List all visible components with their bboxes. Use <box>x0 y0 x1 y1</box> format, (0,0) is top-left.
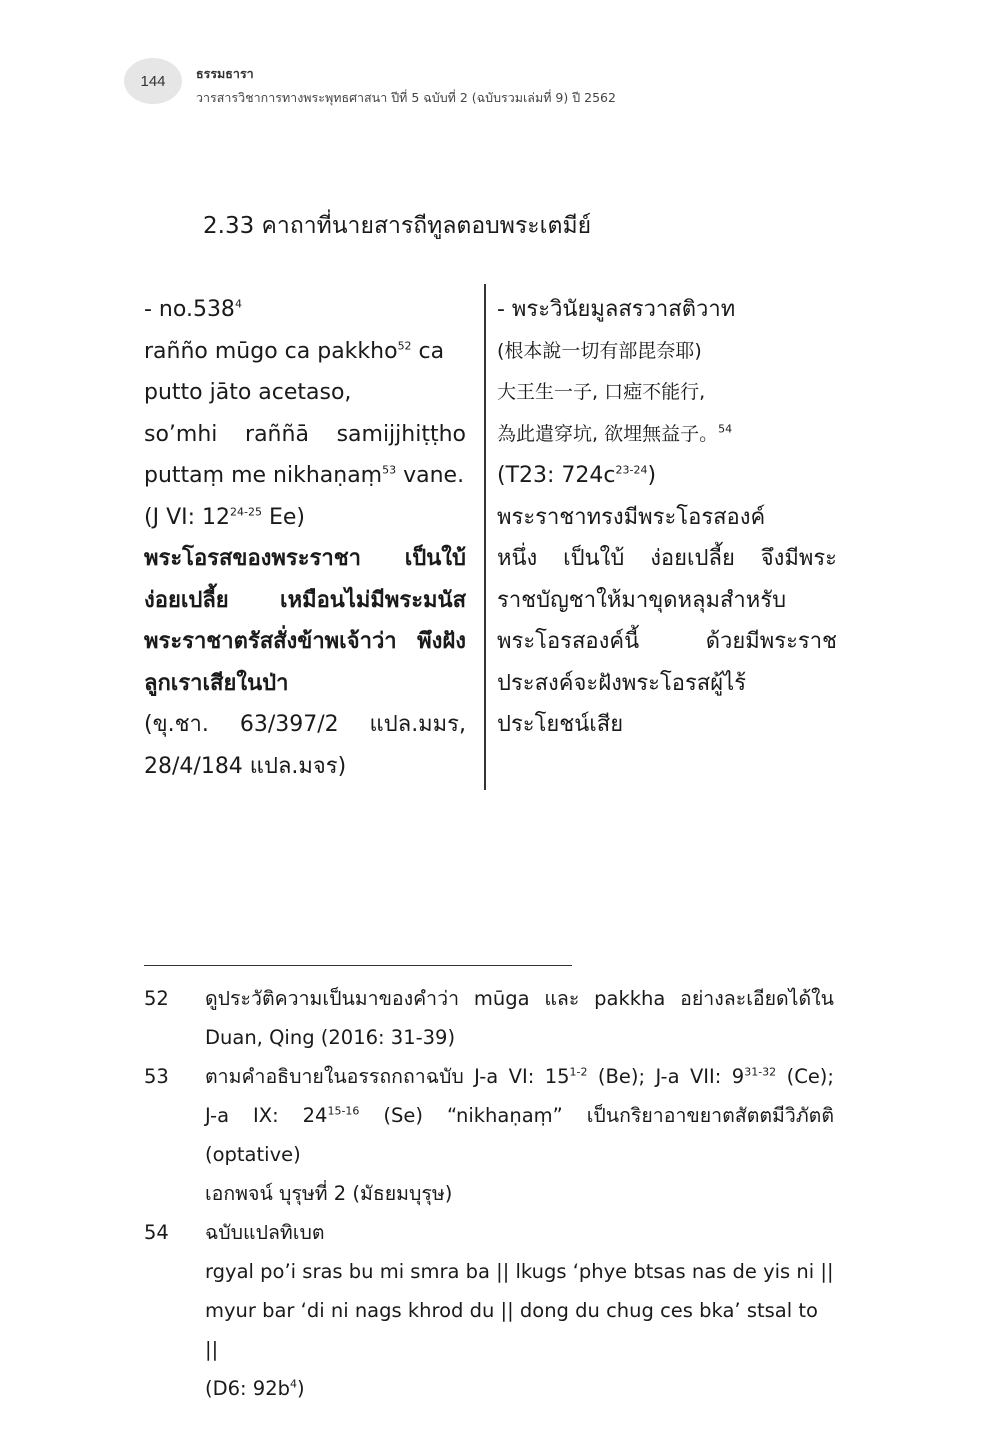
footnote-line: Duan, Qing (2016: 31-39) <box>205 1026 456 1049</box>
text-line: (根本說一切有部毘奈耶) <box>497 339 702 362</box>
footnote-52 <box>144 979 834 1057</box>
page-number-badge <box>124 58 182 104</box>
text-line: (J VI: 12$^{24-25}$ Ee) <box>144 504 305 530</box>
thai-translation-line: พระโอรสของพระราชา เป็นใบ้ <box>144 546 466 571</box>
thai-translation-line: ประโยชน์เสีย <box>497 712 624 737</box>
footnote-line: rgyal po’i sras bu mi smra ba || lkugs ‘phye btsas nas de yis ni || <box>205 1260 834 1283</box>
page-number: 144 <box>140 72 166 90</box>
footnote-line: myur bar ‘di ni nags khrod du || dong du chug ces bka’ stsal to || <box>205 1299 818 1361</box>
footnote-line: ฉบับแปลทิเบต <box>205 1221 325 1244</box>
thai-translation-line: พระราชาตรัสสั่งข้าพเจ้าว่า พึงฝัง <box>144 629 466 654</box>
text-line: - พระวินัยมูลสรวาสติวาท <box>497 297 736 322</box>
chinese-column <box>497 289 837 746</box>
footnote-separator <box>144 965 572 966</box>
footnote-number: 54 <box>144 1221 169 1244</box>
thai-translation-line: ลูกเราเสียในป่า <box>144 670 289 696</box>
text-line: (T23: $724c^{23-24}$) <box>497 463 657 488</box>
footnote-number: 53 <box>144 1065 169 1088</box>
thai-translation-line: พระราชาทรงมีพระโอรสองค์ <box>497 504 766 530</box>
text-line: 大王生一子, 口瘂不能行, <box>497 381 706 403</box>
thai-translation-line: พระโอรสองค์นี้ ด้วยมีพระราช <box>497 629 837 654</box>
column-divider <box>484 284 486 790</box>
text-line: - no.538$^4$ <box>144 297 242 322</box>
footnote-line: ดูประวัติความเป็นมาของคำว่า mūga และ pakkha อย่างละเอียดได้ใน <box>205 987 834 1010</box>
footnotes <box>144 979 834 1408</box>
footnote-number: 52 <box>144 987 169 1010</box>
text-line: puttaṃ me nikhaṇaṃ$^{53}$ vane. <box>144 463 465 488</box>
journal-subtitle: วารสารวิชาการทางพระพุทธศาสนา ปีที่ 5 ฉบับที่ 2 (ฉบับรวมเล่มที่ 9) ปี 2562 <box>196 90 616 105</box>
reference-line: (ขุ.ชา. 63/397/2 แปล.มมร, <box>144 712 466 737</box>
footnote-ref: 24-25 <box>230 505 262 519</box>
text-line: so’mhi raññā samijjhiṭṭho <box>144 421 466 447</box>
footnote-54 <box>144 1213 834 1408</box>
pali-column <box>144 289 466 787</box>
running-header <box>196 64 616 108</box>
footnote-line: (D6: $92b^4$) <box>205 1377 305 1400</box>
text-line: 為此遣穿坑, 欲埋無益子。$^{54}$ <box>497 422 733 445</box>
thai-translation-line: ง่อยเปลี้ย เหมือนไม่มีพระมนัส <box>144 587 466 613</box>
text-line: raññо mūgo ca pakkho$^{52}$ ca <box>144 338 445 364</box>
footnote-line: ตามคำอธิบายในอรรถกถาฉบับ J-a VI: 15$^{1-2}$ (Be); J-a VII: 9$^{31-32}$ (Ce); <box>205 1065 834 1088</box>
footnote-ref: 23-24 <box>615 463 648 477</box>
journal-name: ธรรมธารา <box>196 66 254 81</box>
footnote-line: J-a IX: 24$^{15-16}$ (Se) “nikhaṇaṃ” เป็นกริยาอาขยาตสัตตมีวิภัตติ (optative) <box>205 1104 835 1166</box>
thai-translation-line: ราชบัญชาให้มาขุดหลุมสำหรับ <box>497 587 787 613</box>
text-line: putto jāto acetaso, <box>144 380 352 405</box>
footnote-ref: 54 <box>718 422 733 436</box>
footnote-53 <box>144 1057 834 1213</box>
footnote-ref: 53 <box>382 463 397 477</box>
section-title: 2.33 คาถาที่นายสารถีทูลตอบพระเตมีย์ <box>203 213 592 239</box>
thai-translation-line: ประสงค์จะฝังพระโอรสผู้ไร้ <box>497 670 747 696</box>
thai-translation-line: หนึ่ง เป็นใบ้ ง่อยเปลี้ย จึงมีพระ <box>497 546 837 571</box>
footnote-line: เอกพจน์ บุรุษที่ 2 (มัธยมบุรุษ) <box>205 1182 453 1205</box>
footnote-ref: 4 <box>234 297 242 311</box>
footnote-ref: 52 <box>397 339 412 353</box>
reference-line: 28/4/184 แปล.มจร) <box>144 753 347 779</box>
